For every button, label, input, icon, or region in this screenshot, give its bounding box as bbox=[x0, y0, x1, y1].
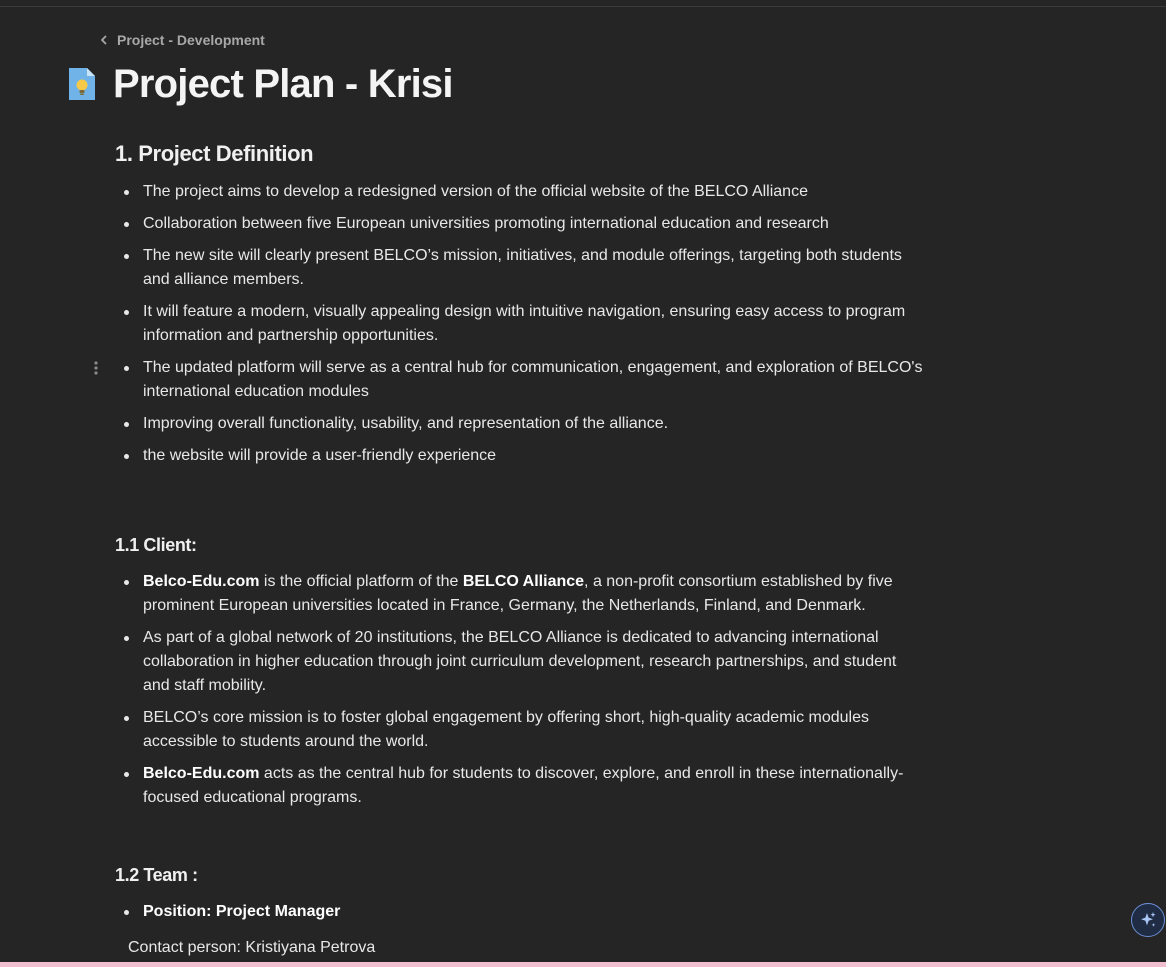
list-item[interactable]: BELCO’s core mission is to foster global engagement by offering short, high-quality academic modules accessible to students around the world. bbox=[115, 706, 925, 754]
list-item[interactable]: As part of a global network of 20 institutions, the BELCO Alliance is dedicated to advancing international collaboration in higher education through joint curriculum development, research partnerships, and student and staff mobility. bbox=[115, 626, 925, 698]
bold-text: Position: Project Manager bbox=[143, 903, 341, 920]
heading-client[interactable]: 1.1 Client: bbox=[115, 535, 197, 555]
definition-list bbox=[115, 180, 925, 476]
top-bar bbox=[0, 0, 1166, 7]
chevron-left-icon[interactable] bbox=[98, 34, 110, 46]
list-item[interactable] bbox=[115, 570, 925, 618]
page-title[interactable]: Project Plan - Krisi bbox=[113, 61, 453, 106]
team-list bbox=[115, 900, 925, 932]
contact-person-text[interactable]: Contact person: Kristiyana Petrova bbox=[128, 939, 376, 956]
heading-team[interactable]: 1.2 Team : bbox=[115, 865, 198, 885]
list-item[interactable]: The new site will clearly present BELCO’s mission, initiatives, and module offerings, targeting both students and alliance members. bbox=[115, 244, 925, 292]
sparkle-icon bbox=[1138, 910, 1158, 930]
lightbulb-page-icon[interactable] bbox=[66, 66, 98, 102]
list-text: , a non-profit consortium established by five prominent European universities located in France, Germany, the Netherlands, Finland, and Denmark. bbox=[143, 573, 893, 614]
list-item[interactable]: The project aims to develop a redesigned version of the official website of the BELCO Alliance bbox=[115, 180, 925, 204]
breadcrumb-parent-link[interactable]: Project - Development bbox=[117, 32, 265, 48]
bottom-strip bbox=[0, 962, 1166, 967]
list-item[interactable]: Improving overall functionality, usability, and representation of the alliance. bbox=[115, 412, 925, 436]
list-text: is the official platform of the bbox=[259, 573, 463, 590]
client-list bbox=[115, 570, 925, 818]
drag-handle-icon[interactable] bbox=[91, 360, 101, 378]
ai-assistant-button[interactable] bbox=[1131, 903, 1165, 937]
breadcrumb[interactable] bbox=[98, 31, 265, 49]
list-item[interactable] bbox=[115, 900, 925, 924]
list-item[interactable]: The updated platform will serve as a central hub for communication, engagement, and exploration of BELCO's international education modules bbox=[115, 356, 925, 404]
bold-text: BELCO Alliance bbox=[462, 573, 585, 590]
page-header bbox=[66, 62, 453, 106]
list-item[interactable]: It will feature a modern, visually appealing design with intuitive navigation, ensuring easy access to program information and partnership opportunities. bbox=[115, 300, 925, 348]
list-item[interactable] bbox=[115, 762, 925, 810]
bold-text: Belco-Edu.com bbox=[143, 573, 260, 590]
list-item[interactable]: Collaboration between five European universities promoting international education and research bbox=[115, 212, 925, 236]
list-item[interactable]: the website will provide a user-friendly experience bbox=[115, 444, 925, 468]
bold-text: Belco-Edu.com bbox=[143, 765, 260, 782]
list-text: acts as the central hub for students to discover, explore, and enroll in these internationally-focused educational programs. bbox=[143, 765, 904, 806]
heading-project-definition[interactable]: 1. Project Definition bbox=[115, 141, 314, 166]
